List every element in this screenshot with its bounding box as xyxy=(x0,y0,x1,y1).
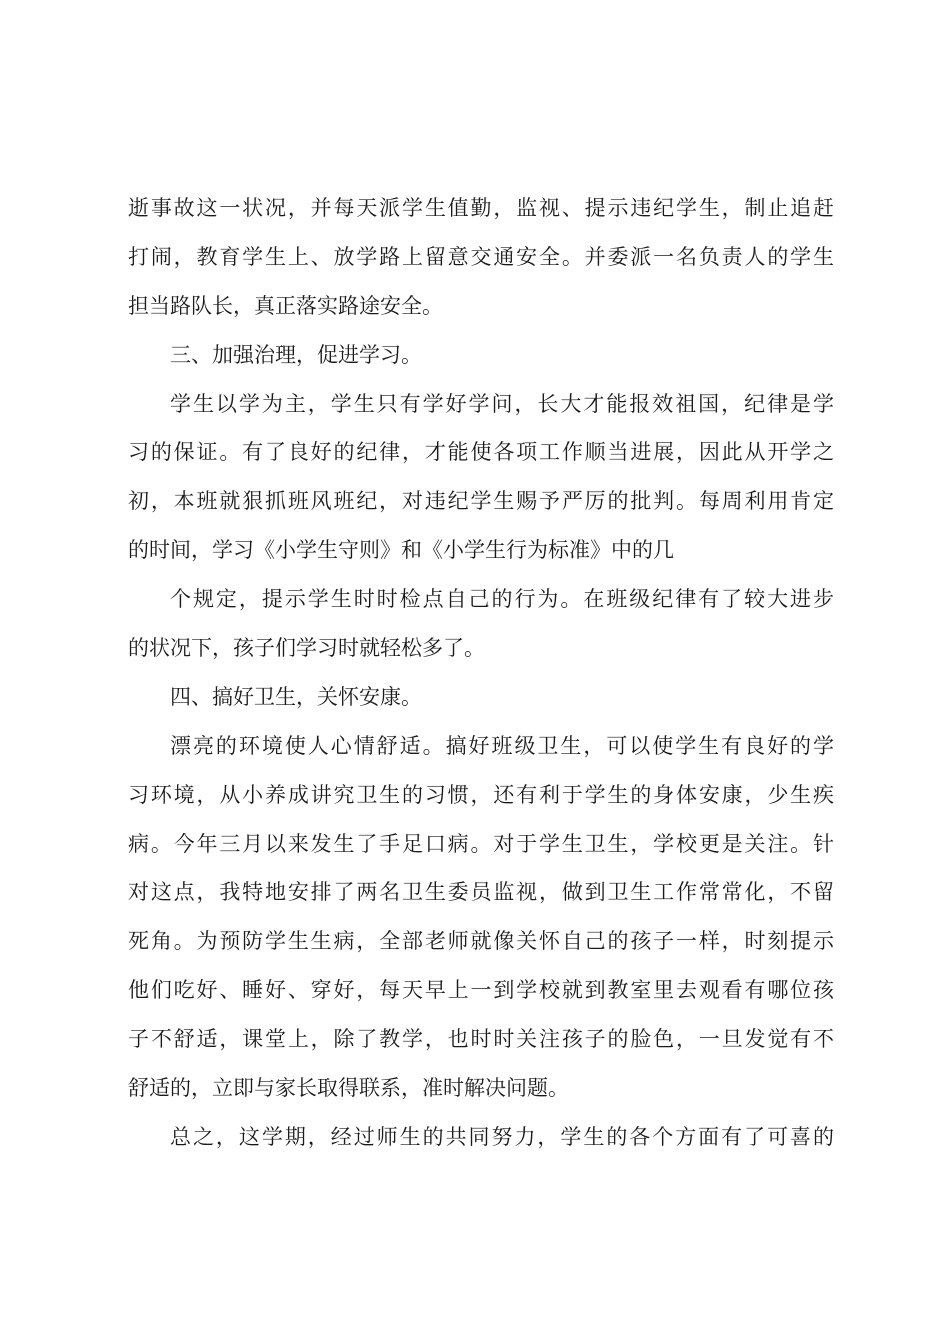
text-line: 个规定，提示学生时时检点自己的行为。在班级纪律有了较大进步 xyxy=(170,587,834,612)
text-line: 他们吃好、睡好、穿好，每天早上一到学校就到教室里去观看有哪位孩 xyxy=(128,978,834,1003)
text-line: 的状况下，孩子们学习时就轻松多了。 xyxy=(128,636,485,661)
section-heading: 四、搞好卫生，关怀安康。 xyxy=(170,684,422,709)
text-line: 对这点，我特地安排了两名卫生委员监视，做到卫生工作常常化，不留 xyxy=(128,880,834,905)
text-line: 漂亮的环境使人心情舒适。搞好班级卫生，可以使学生有良好的学 xyxy=(170,733,834,758)
text-line: 总之，这学期，经过师生的共同努力，学生的各个方面有了可喜的 xyxy=(170,1124,834,1149)
text-line: 习的保证。有了良好的纪律，才能使各项工作顺当进展，因此从开学之 xyxy=(128,440,834,465)
text-line: 学生以学为主，学生只有学好学问，长大才能报效祖国，纪律是学 xyxy=(170,391,834,416)
text-line: 的时间，学习《小学生守则》和《小学生行为标准》中的几 xyxy=(128,538,674,563)
section-heading: 三、加强治理，促进学习。 xyxy=(170,342,422,367)
text-line: 病。今年三月以来发生了手足口病。对于学生卫生，学校更是关注。针 xyxy=(128,831,834,856)
text-line: 子不舒适，课堂上，除了教学，也时时关注孩子的脸色，一旦发觉有不 xyxy=(128,1027,834,1052)
text-line: 初，本班就狠抓班风班纪，对违纪学生赐予严厉的批判。每周利用肯定 xyxy=(128,489,834,514)
text-line: 舒适的，立即与家长取得联系，准时解决问题。 xyxy=(128,1076,569,1101)
text-line: 打闹，教育学生上、放学路上留意交通安全。并委派一名负责人的学生 xyxy=(128,244,834,269)
text-line: 担当路队长，真正落实路途安全。 xyxy=(128,293,443,318)
document-body xyxy=(128,184,834,1162)
text-line: 逝事故这一状况，并每天派学生值勤，监视、提示违纪学生，制止追赶 xyxy=(128,196,834,220)
text-line: 死角。为预防学生生病，全部老师就像关怀自己的孩子一样，时刻提示 xyxy=(128,929,834,954)
text-line: 习环境，从小养成讲究卫生的习惯，还有利于学生的身体安康，少生疾 xyxy=(128,782,834,807)
